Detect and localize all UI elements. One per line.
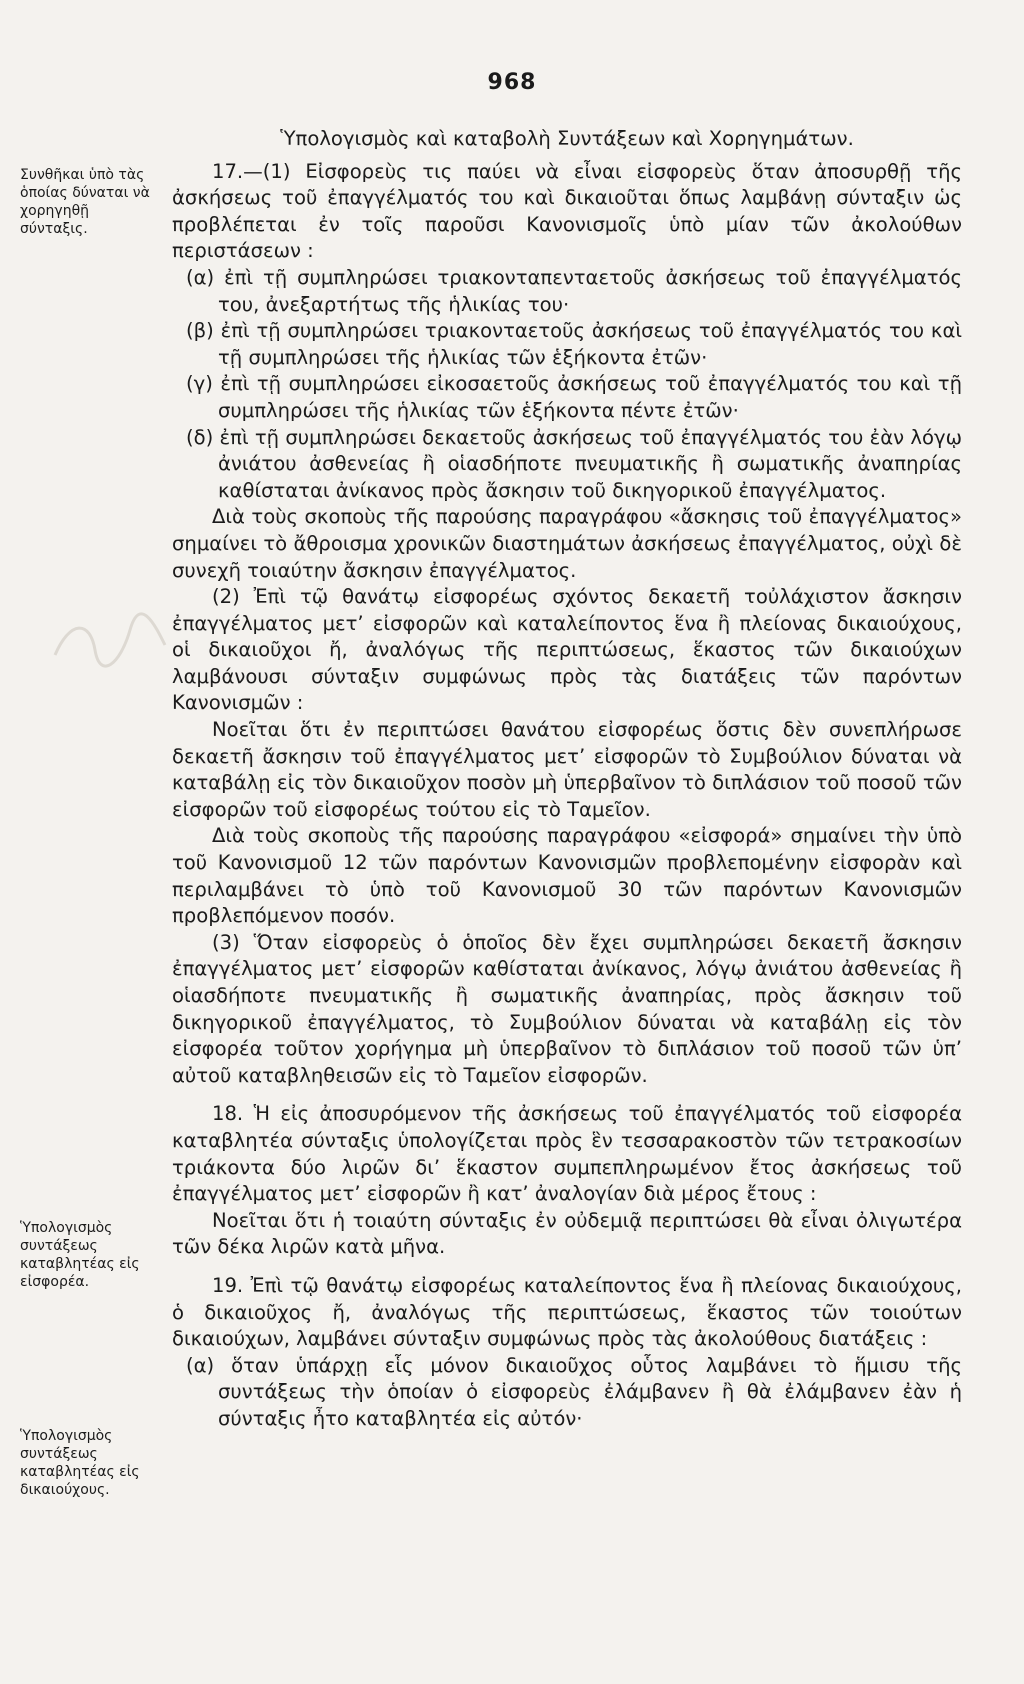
paragraph-17-2: (2) Ἐπὶ τῷ θανάτῳ εἰσφορέως σχόντος δεκαετῆ τοὐλάχιστον ἄσκησιν ἐπαγγέλματος μετ’ εἰσφορῶν καὶ καταλείποντος ἕνα ἢ πλείονας δικαιούχους, οἱ δικαιοῦχοι ἤ, ἀναλόγως τῆς περιπτώσεως, ἕκαστος τῶν δικαιούχων λαμβάνουσι σύνταξιν συμφώνως πρὸς τὰς διατάξεις τῶν παρόντων Κανονισμῶν : — [172, 585, 962, 715]
margin-note-conditions: Συνθῆκαι ὑπὸ τὰς ὁποίας δύναται νὰ χορηγηθῇ σύνταξις. — [20, 167, 150, 237]
paragraph-17-1-c: (γ) ἐπὶ τῇ συμπληρώσει εἰκοσαετοῦς ἀσκήσεως τοῦ ἐπαγγέλματός του καὶ τῇ συμπληρώσει τῆς ἡλικίας τῶν ἑξήκοντα πέντε ἐτῶν· — [186, 372, 962, 422]
handwritten-mark — [50, 610, 170, 670]
paragraph-19: 19. Ἐπὶ τῷ θανάτῳ εἰσφορέως καταλείποντος ἕνα ἢ πλείονας δικαιούχους, ὁ δικαιοῦχος ἤ, ἀναλόγως τῆς περιπτώσεως, ἕκαστος τῶν τοιούτων δικαιούχων, λαμβάνει σύνταξιν συμφώνως πρὸς τὰς ἀκολούθους διατάξεις : — [172, 1273, 962, 1351]
paragraph-17-2-proviso: Νοεῖται ὅτι ἐν περιπτώσει θανάτου εἰσφορέως ὅστις δὲν συνεπλήρωσε δεκαετῆ ἄσκησιν τοῦ ἐπαγγέλματος μετ’ εἰσφορῶν τὸ Συμβούλιον δύναται νὰ καταβάλῃ εἰς τὸν δικαιοῦχον ποσὸν μὴ ὑπερβαῖνον τὸ διπλάσιον τοῦ ποσοῦ τῶν εἰσφορῶν τοῦ εἰσφορέως τούτου εἰς τὸ Ταμεῖον. — [172, 718, 962, 821]
margin-note-contributor-pension: Ὑπολογισμὸς συντάξεως καταβλητέας εἰς εἰσφορέα. — [20, 1220, 140, 1290]
paragraph-17-1: 17.—(1) Εἰσφορεὺς τις παύει νὰ εἶναι εἰσφορεὺς ὅταν ἀποσυρθῇ τῆς ἀσκήσεως τοῦ ἐπαγγέλματός του καὶ δικαιοῦται ὅπως λαμβάνῃ σύνταξιν ὡς προβλέπεται ἐν τοῖς παροῦσι Κανονισμοῖς ὑπὸ μίαν τῶν ἀκολούθων περιστάσεων : — [172, 159, 962, 263]
paragraph-17-2-definition: Διὰ τοὺς σκοποὺς τῆς παρούσης παραγράφου «εἰσφορά» σημαίνει τὴν ὑπὸ τοῦ Κανονισμοῦ 12 τῶν παρόντων Κανονισμῶν προβλεπομένην εἰσφορὰν καὶ περιλαμβάνει τὸ ὑπὸ τοῦ Κανονισμοῦ 30 τῶν παρόντων Κανονισμῶν προβλεπόμενον ποσόν. — [172, 824, 962, 928]
paragraph-17-1-b: (β) ἐπὶ τῇ συμπληρώσει τριακονταετοῦς ἀσκήσεως τοῦ ἐπαγγέλματός του καὶ τῇ συμπληρώσει τῆς ἡλικίας τῶν ἑξήκοντα ἐτῶν· — [186, 319, 962, 369]
paragraph-17-1-d: (δ) ἐπὶ τῇ συμπληρώσει δεκαετοῦς ἀσκήσεως τοῦ ἐπαγγέλματός του ἐὰν λόγῳ ἀνιάτου ἀσθενείας ἢ οἱασδήποτε πνευματικῆς ἢ σωματικῆς ἀναπηρίας καθίσταται ἀνίκανος πρὸς ἄσκησιν τοῦ δικηγορικοῦ ἐπαγγέλματος. — [186, 425, 962, 502]
paragraph-17-3: (3) Ὅταν εἰσφορεὺς ὁ ὁποῖος δὲν ἔχει συμπληρώσει δεκαετῆ ἄσκησιν ἐπαγγέλματος μετ’ εἰσφορῶν καθίσταται ἀνίκανος, λόγῳ ἀνιάτου ἀσθενείας ἢ οἱασδήποτε πνευματικῆς ἢ σωματικῆς ἀναπηρίας, πρὸς ἄσκησιν τοῦ δικηγορικοῦ ἐπαγγέλματος, τὸ Συμβούλιον δύναται νὰ καταβάλῃ εἰς τὸν εἰσφορέα τοῦτον χορήγημα μὴ ὑπερβαῖνον τὸ διπλάσιον τοῦ ποσοῦ τῶν ὑπ’ αὐτοῦ καταβληθεισῶν εἰς τὸ Ταμεῖον εἰσφορῶν. — [172, 930, 962, 1087]
main-text — [172, 126, 962, 1433]
paragraph-18-proviso: Νοεῖται ὅτι ἡ τοιαύτη σύνταξις ἐν οὐδεμιᾷ περιπτώσει θὰ εἶναι ὀλιγωτέρα τῶν δέκα λιρῶν κατὰ μῆνα. — [172, 1208, 962, 1259]
paragraph-17-1-definition: Διὰ τοὺς σκοποὺς τῆς παρούσης παραγράφου «ἄσκησις τοῦ ἐπαγγέλματος» σημαίνει τὸ ἄθροισμα χρονικῶν διαστημάτων ἀσκήσεως ἐπαγγέλματος, οὐχὶ δὲ συνεχῆ τοιαύτην ἄσκησιν ἐπαγγέλματος. — [172, 505, 962, 582]
paragraph-17-1-a: (α) ἐπὶ τῇ συμπληρώσει τριακονταπενταετοῦς ἀσκήσεως τοῦ ἐπαγγέλματός του, ἀνεξαρτήτως τῆς ἡλικίας του· — [186, 265, 962, 316]
paragraph-18: 18. Ἡ εἰς ἀποσυρόμενον τῆς ἀσκήσεως τοῦ ἐπαγγέλματός τοῦ εἰσφορέα καταβλητέα σύνταξις ὑπολογίζεται πρὸς ἓν τεσσαρακοστὸν τῶν τετρακοσίων τριάκοντα δύο λιρῶν δι’ ἕκαστον συμπεπληρωμένον ἔτος ἀσκήσεως τοῦ ἐπαγγέλματος μετ’ εἰσφορῶν ἢ κατ’ ἀναλογίαν διὰ μέρος ἔτους : — [172, 1102, 962, 1206]
page-number: 968 — [487, 70, 537, 95]
margin-note-beneficiary-pension: Ὑπολογισμὸς συντάξεως καταβλητέας εἰς δικαιούχους. — [20, 1428, 140, 1498]
section-heading: Ὑπολογισμὸς καὶ καταβολὴ Συντάξεων καὶ Χορηγημάτων. — [280, 127, 854, 150]
paragraph-19-a: (α) ὅταν ὑπάρχῃ εἷς μόνον δικαιοῦχος οὗτος λαμβάνει τὸ ἥμισυ τῆς συντάξεως τὴν ὁποίαν ὁ εἰσφορεὺς ἐλάμβανεν ἢ θὰ ἐλάμβανεν ἐὰν ἡ σύνταξις ἦτο καταβλητέα εἰς αὐτόν· — [186, 1353, 962, 1430]
